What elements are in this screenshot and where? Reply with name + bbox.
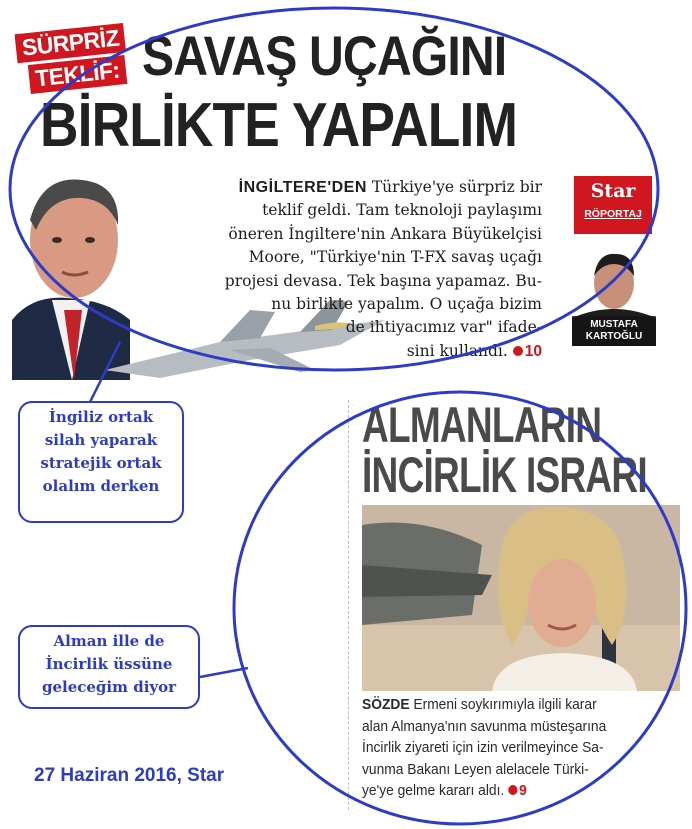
- lead-line-7: de ihtiyacımız var" ifade-: [345, 318, 542, 337]
- headline-line-2: BİRLİKTE YAPALIM: [40, 91, 518, 160]
- body-line-1: Ermeni soykırımıyla ilgili karar: [413, 696, 597, 713]
- logo-roportaj-text: RÖPORTAJ: [584, 208, 642, 220]
- reporter-name-line-1: MUSTAFA: [590, 319, 638, 330]
- lead-line-3: öneren İngiltere'nin Ankara Büyükelçisi: [228, 224, 542, 243]
- callout-de-note: [18, 625, 200, 709]
- bottom-lead-strong-word: SÖZDE: [362, 696, 410, 713]
- badge-line-1: SÜRPRİZ: [15, 23, 127, 63]
- callout-uk-line-2: silah yaparak: [44, 431, 158, 449]
- callout-uk-note: [18, 401, 184, 523]
- callout-de-line-3: geleceğim diyor: [41, 678, 177, 696]
- lead-line-6: nu birlikte yapalım. O uçağa bizim: [271, 295, 542, 314]
- lead-line-8: sini kullandı.: [406, 341, 508, 360]
- bottom-headline-line-1: ALMANLARIN: [362, 397, 602, 453]
- callout-de-line-1: Alman ille de: [53, 632, 165, 650]
- logo-star-text: Star: [590, 180, 636, 202]
- headline-line-1: SAVAŞ UÇAĞINI: [142, 24, 507, 87]
- callout-uk-line-4: olalım derken: [42, 477, 160, 495]
- body-line-3: İncirlik ziyareti için izin verilmeyince Sa-: [362, 739, 604, 756]
- lead-line-2: teklif geldi. Tam teknoloji paylaşımı: [262, 201, 542, 220]
- lead-line-1: Türkiye'ye sürpriz bir: [371, 178, 542, 196]
- top-article-highlight-ellipse: [6, 4, 662, 374]
- lead-line-4: Moore, "Türkiye'nin T-FX savaş uçağı: [248, 248, 542, 267]
- body-line-4: vunma Bakanı Leyen alelacele Türki-: [362, 760, 589, 778]
- lead-line-5: projesi devasa. Tek başına yapamaz. Bu-: [224, 271, 542, 290]
- callout-uk-line-3: stratejik ortak: [40, 454, 162, 472]
- callout-de-line-2: İncirlik üssüne: [45, 655, 173, 673]
- reporter-name-line-2: KARTOĞLU: [585, 331, 643, 342]
- page-ref-number: 10: [524, 342, 542, 360]
- source-caption: 27 Haziran 2016, Star: [34, 765, 225, 786]
- body-line-5: ye'ye gelme kararı aldı.: [362, 782, 505, 799]
- bottom-article-highlight-ellipse: [230, 388, 690, 828]
- bottom-page-ref-number: 9: [519, 782, 527, 799]
- badge-line-2: TEKLİF:: [28, 55, 127, 94]
- body-line-2: alan Almanya'nın savunma müsteşarına: [362, 717, 607, 735]
- bottom-headline-line-2: İNCİRLİK ISRARI: [362, 447, 647, 503]
- lead-strong-word: İNGİLTERE'DEN: [238, 179, 367, 196]
- callout-uk-line-1: İngiliz ortak: [48, 408, 154, 426]
